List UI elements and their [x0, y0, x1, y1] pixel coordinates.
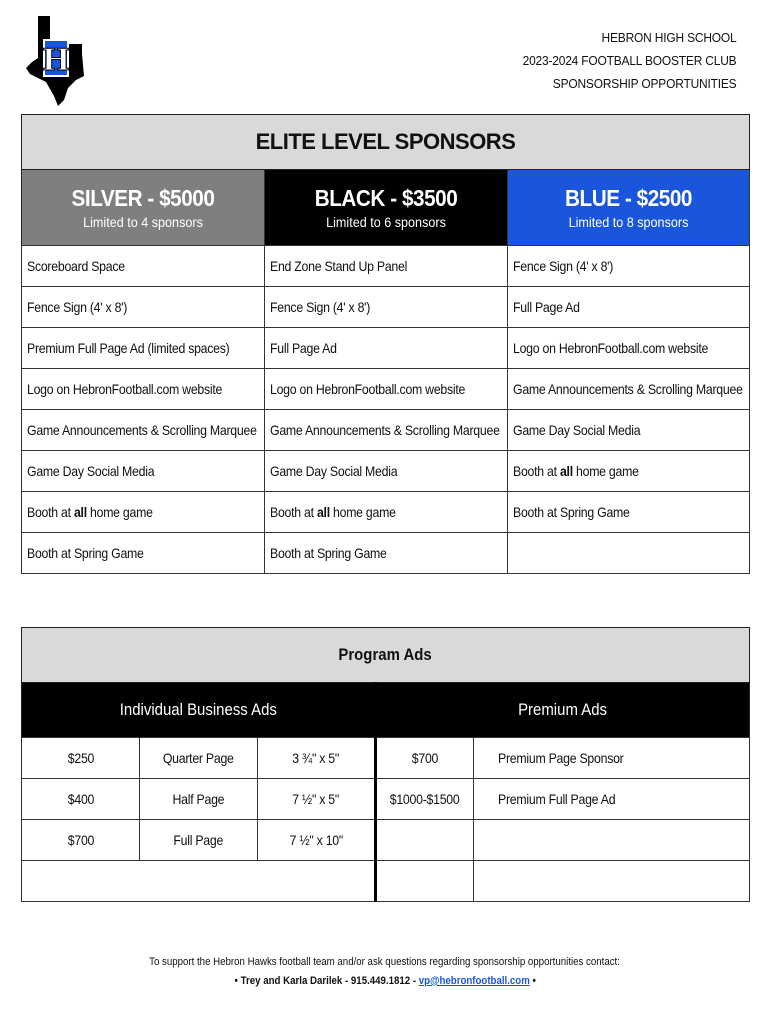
table-row	[22, 328, 750, 369]
table-row	[22, 410, 750, 451]
benefit-cell	[22, 492, 265, 533]
ad-size: Quarter Page	[140, 738, 258, 779]
benefit-cell	[508, 287, 750, 328]
benefit-text: Fence Sign (4' x 8')	[270, 299, 371, 315]
premium-ads-header: Premium Ads	[376, 683, 750, 738]
contact-names: • Trey and Karla Darilek - 915.449.1812 -	[234, 975, 419, 987]
program-ads-table	[21, 627, 750, 902]
benefit-text: Booth at all home game	[270, 504, 396, 520]
benefit-cell	[265, 533, 508, 574]
premium-name	[474, 820, 750, 861]
tier-price: SILVER - $5000	[71, 185, 215, 211]
benefit-cell	[265, 451, 508, 492]
benefit-text: Premium Full Page Ad (limited spaces)	[27, 340, 230, 356]
benefit-cell	[22, 369, 265, 410]
benefit-text: Game Announcements & Scrolling Marquee	[513, 381, 743, 397]
benefit-text: Game Day Social Media	[27, 463, 155, 479]
document-header	[504, 26, 736, 95]
benefit-cell	[22, 328, 265, 369]
benefit-cell	[265, 246, 508, 287]
tier-limit: Limited to 6 sponsors	[326, 214, 446, 230]
footer-text: To support the Hebron Hawks football team and/or ask questions regarding sponsorship opportunities contact:	[149, 956, 621, 968]
benefit-cell	[22, 451, 265, 492]
benefit-text: Game Day Social Media	[270, 463, 398, 479]
premium-price	[376, 820, 474, 861]
texas-h-logo	[24, 14, 86, 108]
benefit-text: Logo on HebronFootball.com website	[27, 381, 223, 397]
ad-dimensions: 3 ¾" x 5"	[258, 738, 376, 779]
benefit-cell	[265, 287, 508, 328]
benefit-cell	[508, 451, 750, 492]
table-row	[22, 738, 750, 779]
benefit-text: Booth at Spring Game	[513, 504, 630, 520]
benefit-cell	[22, 287, 265, 328]
benefit-cell	[265, 410, 508, 451]
premium-name: Premium Page Sponsor	[474, 738, 750, 779]
program-ads-title: Program Ads	[22, 628, 750, 683]
benefit-text: Game Day Social Media	[513, 422, 641, 438]
ad-size: Half Page	[140, 779, 258, 820]
school-name: HEBRON HIGH SCHOOL	[601, 30, 736, 45]
benefit-text: Fence Sign (4' x 8')	[27, 299, 128, 315]
tier-silver	[22, 170, 265, 246]
elite-title: ELITE LEVEL SPONSORS	[22, 115, 750, 170]
table-row	[22, 820, 750, 861]
table-row	[22, 369, 750, 410]
premium-price: $700	[376, 738, 474, 779]
empty-cell	[474, 861, 750, 902]
ad-price: $700	[22, 820, 140, 861]
doc-subtitle: SPONSORSHIP OPPORTUNITIES	[552, 76, 736, 91]
tier-limit: Limited to 8 sponsors	[568, 214, 689, 230]
tier-price: BLACK - $3500	[314, 185, 458, 211]
benefit-text: Booth at Spring Game	[27, 545, 144, 561]
benefit-cell	[508, 328, 750, 369]
individual-ads-header: Individual Business Ads	[22, 683, 376, 738]
benefit-text: Logo on HebronFootball.com website	[513, 340, 709, 356]
benefit-text: Game Announcements & Scrolling Marquee	[27, 422, 257, 438]
table-row	[22, 492, 750, 533]
benefit-text: Fence Sign (4' x 8')	[513, 258, 614, 274]
tier-price: BLUE - $2500	[565, 185, 692, 211]
tier-black	[265, 170, 508, 246]
contact-suffix: •	[529, 975, 536, 987]
contact-email-link[interactable]: vp@hebronfootball.com	[418, 975, 530, 987]
benefit-text: Booth at Spring Game	[270, 545, 387, 561]
benefit-cell	[22, 410, 265, 451]
contact-footer	[0, 956, 770, 987]
ad-size: Full Page	[140, 820, 258, 861]
table-row	[22, 533, 750, 574]
ad-dimensions: 7 ½" x 5"	[258, 779, 376, 820]
benefit-cell	[508, 492, 750, 533]
club-name: 2023-2024 FOOTBALL BOOSTER CLUB	[522, 53, 736, 68]
benefit-text: Booth at all home game	[27, 504, 153, 520]
table-row	[22, 246, 750, 287]
benefit-text: Full Page Ad	[513, 299, 580, 315]
elite-sponsors-table	[21, 114, 750, 574]
tier-limit: Limited to 4 sponsors	[83, 214, 203, 230]
logo-letter: H	[41, 43, 71, 78]
benefit-cell	[22, 533, 265, 574]
benefit-cell	[508, 246, 750, 287]
ad-price: $400	[22, 779, 140, 820]
table-row	[22, 779, 750, 820]
table-row	[22, 451, 750, 492]
ad-price: $250	[22, 738, 140, 779]
benefit-text: Logo on HebronFootball.com website	[270, 381, 466, 397]
benefit-text: Game Announcements & Scrolling Marquee	[270, 422, 500, 438]
benefit-cell	[508, 533, 750, 574]
benefit-cell	[508, 410, 750, 451]
benefit-cell	[265, 328, 508, 369]
table-row	[22, 861, 750, 902]
benefit-cell	[265, 492, 508, 533]
benefit-text: Booth at all home game	[513, 463, 639, 479]
empty-cell	[376, 861, 474, 902]
benefit-text: End Zone Stand Up Panel	[270, 258, 408, 274]
benefit-text: Scoreboard Space	[27, 258, 125, 274]
benefit-cell	[265, 369, 508, 410]
benefit-cell	[508, 369, 750, 410]
tier-blue	[508, 170, 750, 246]
empty-cell	[22, 861, 376, 902]
ad-dimensions: 7 ½" x 10"	[258, 820, 376, 861]
premium-name: Premium Full Page Ad	[474, 779, 750, 820]
benefit-cell	[22, 246, 265, 287]
benefit-text: Full Page Ad	[270, 340, 337, 356]
premium-price: $1000-$1500	[376, 779, 474, 820]
table-row	[22, 287, 750, 328]
